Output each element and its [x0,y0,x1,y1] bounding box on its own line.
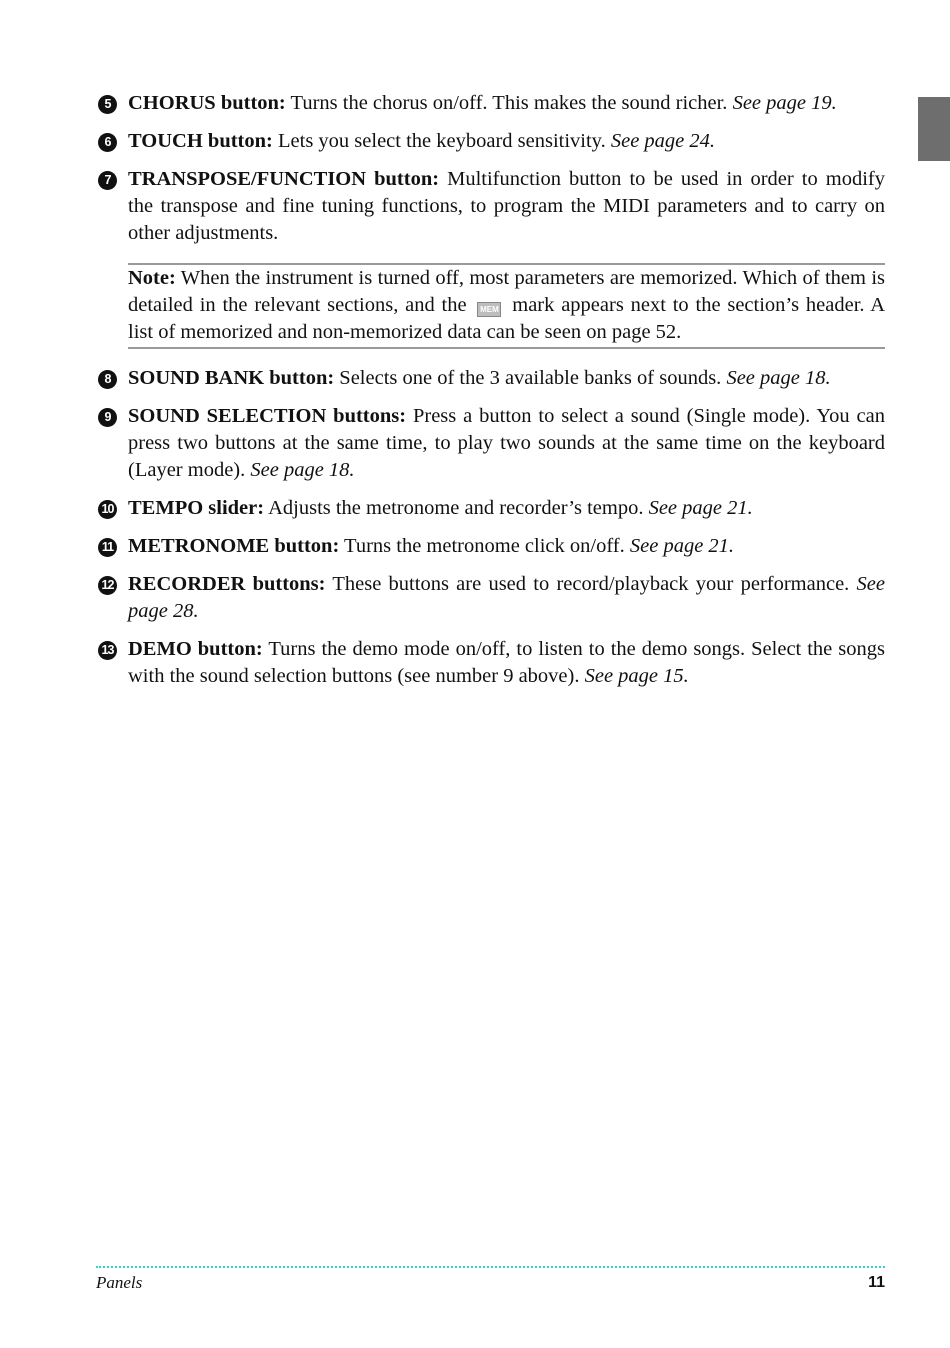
item-text: Turns the metronome click on/off. [339,535,630,557]
item-number-badge: 13 [98,641,117,660]
item-term: METRONOME button: [128,535,340,557]
item-page-reference: See page 24. [610,130,716,152]
list-item [96,495,885,522]
item-number-badge: 12 [98,576,117,595]
item-term: TRANSPOSE/FUNCTION button: [128,168,440,190]
item-term: SOUND SELECTION buttons: [128,405,407,427]
item-text: These buttons are used to record/playback your performance. [325,573,857,595]
item-page-reference: See page 28. [128,573,885,622]
item-text: Multifunction button to be used in order to modify the transpose and fine tuning functions, to program the MIDI parameters and to carry on other adjustments. [128,168,885,244]
panel-descriptions [96,90,885,690]
memory-note [128,263,885,349]
item-text: Turns the chorus on/off. This makes the sound richer. [285,92,733,114]
item-page-reference: See page 19. [732,92,837,114]
note-text-continued: mark appears next to the section’s header. A list of memorized and non-memorized data can be seen on page 52. [128,294,886,343]
note-text: When the instrument is turned off, most parameters are memorized. Which of them is detailed in the relevant sections, and the [128,267,885,316]
item-text: Selects one of the 3 available banks of sounds. [334,367,727,389]
item-text: Turns the demo mode on/off, to listen to the demo songs. Select the songs with the sound selection buttons (see number 9 above). [128,638,885,687]
page-number: 11 [868,1274,885,1291]
item-page-reference: See page 18. [726,367,831,389]
footer-divider [96,1266,885,1268]
list-item [96,166,885,247]
list-item [96,90,885,117]
item-number-badge: 6 [98,133,117,152]
mem-icon: MEM [477,302,501,317]
item-number-badge: 11 [98,538,117,557]
item-number-badge: 9 [98,408,117,427]
item-number-badge: 7 [98,171,117,190]
item-page-reference: See page 15. [584,665,689,687]
footer-section-title: Panels [96,1273,143,1292]
item-term: DEMO button: [128,638,263,660]
item-term: SOUND BANK button: [128,367,335,389]
item-page-reference: See page 18. [250,459,355,481]
section-tab-marker [918,97,950,161]
item-term: RECORDER buttons: [128,573,326,595]
item-text: Press a button to select a sound (Single mode). You can press two buttons at the same time, to play two sounds at the same time on the keyboard (Layer mode). [128,405,885,481]
list-item [96,571,885,625]
item-page-reference: See page 21. [629,535,735,557]
list-item [96,128,885,155]
item-term: TOUCH button: [128,130,273,152]
note-label: Note: [128,267,176,289]
list-item [96,403,885,484]
item-number-badge: 8 [98,370,117,389]
list-item [96,533,885,560]
item-text: Adjusts the metronome and recorder’s tempo. [264,497,649,519]
item-number-badge: 5 [98,95,117,114]
item-number-badge: 10 [98,500,117,519]
item-term: TEMPO slider: [128,497,265,519]
list-item [96,365,885,392]
item-page-reference: See page 21. [648,497,753,519]
list-item [96,636,885,690]
item-text: Lets you select the keyboard sensitivity. [272,130,611,152]
item-term: CHORUS button: [128,92,286,114]
